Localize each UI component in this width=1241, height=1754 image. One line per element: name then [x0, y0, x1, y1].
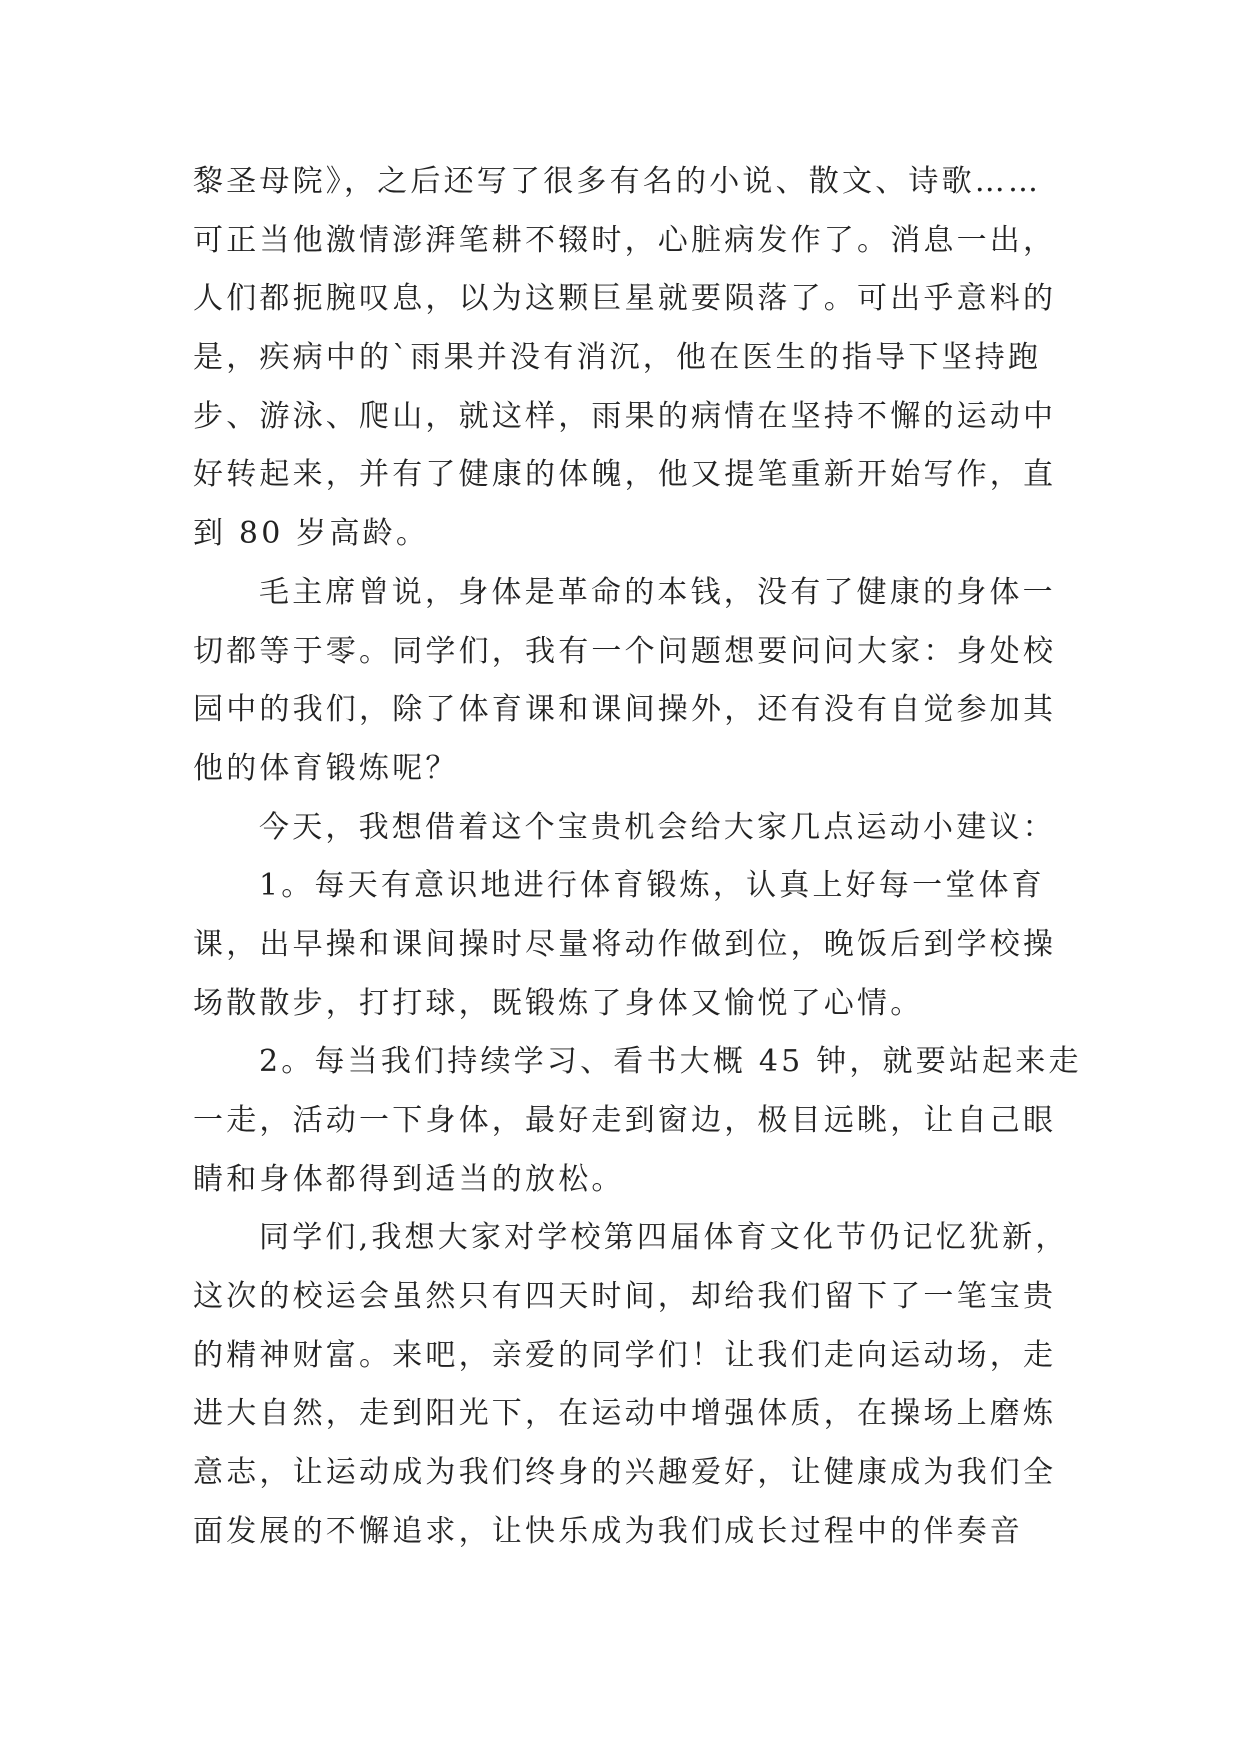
text-line: 好转起来，并有了健康的体魄，他又提笔重新开始写作，直	[193, 457, 1057, 493]
document-body	[193, 153, 1082, 1562]
text-line: 的精神财富。来吧，亲爱的同学们！让我们走向运动场，走	[193, 1337, 1057, 1373]
text-line: 可正当他激情澎湃笔耕不辍时，心脏病发作了。消息一出，	[193, 222, 1057, 258]
text-line: 场散散步，打打球，既锻炼了身体又愉悦了心情。	[193, 985, 924, 1021]
text-line: 他的体育锻炼呢？	[193, 750, 459, 786]
text-line: 同学们,我想大家对学校第四届体育文化节仍记忆犹新，	[259, 1220, 1069, 1256]
text-line: 意志，让运动成为我们终身的兴趣爱好，让健康成为我们全	[193, 1455, 1057, 1491]
text-line: 到 80 岁高龄。	[193, 516, 430, 552]
text-line: 1。每天有意识地进行体育锻炼，认真上好每一堂体育	[259, 868, 1045, 904]
text-line: 面发展的不懈追求，让快乐成为我们成长过程中的伴奏音	[193, 1513, 1023, 1549]
text-line: 黎圣母院》，之后还写了很多有名的小说、散文、诗歌……	[193, 164, 1042, 199]
text-line: 这次的校运会虽然只有四天时间，却给我们留下了一笔宝贵	[193, 1279, 1057, 1315]
text-line: 今天，我想借着这个宝贵机会给大家几点运动小建议：	[259, 809, 1056, 845]
text-line: 睛和身体都得到适当的放松。	[193, 1161, 625, 1197]
text-line: 毛主席曾说，身体是革命的本钱，没有了健康的身体一	[259, 574, 1056, 610]
text-line: 进大自然，走到阳光下，在运动中增强体质，在操场上磨炼	[193, 1396, 1057, 1432]
text-line: 是，疾病中的`雨果并没有消沉，他在医生的指导下坚持跑	[193, 340, 1042, 376]
text-line: 课，出早操和课间操时尽量将动作做到位，晚饭后到学校操	[193, 926, 1057, 962]
text-line: 一走，活动一下身体，最好走到窗边，极目远眺，让自己眼	[193, 1103, 1057, 1138]
text-line: 2。每当我们持续学习、看书大概 45 钟，就要站起来走	[259, 1044, 1082, 1080]
text-line: 步、游泳、爬山，就这样，雨果的病情在坚持不懈的运动中	[193, 398, 1057, 434]
text-line: 园中的我们，除了体育课和课间操外，还有没有自觉参加其	[193, 692, 1057, 728]
text-line: 人们都扼腕叹息，以为这颗巨星就要陨落了。可出乎意料的	[193, 281, 1057, 317]
text-line: 切都等于零。同学们，我有一个问题想要问问大家：身处校	[193, 633, 1057, 669]
